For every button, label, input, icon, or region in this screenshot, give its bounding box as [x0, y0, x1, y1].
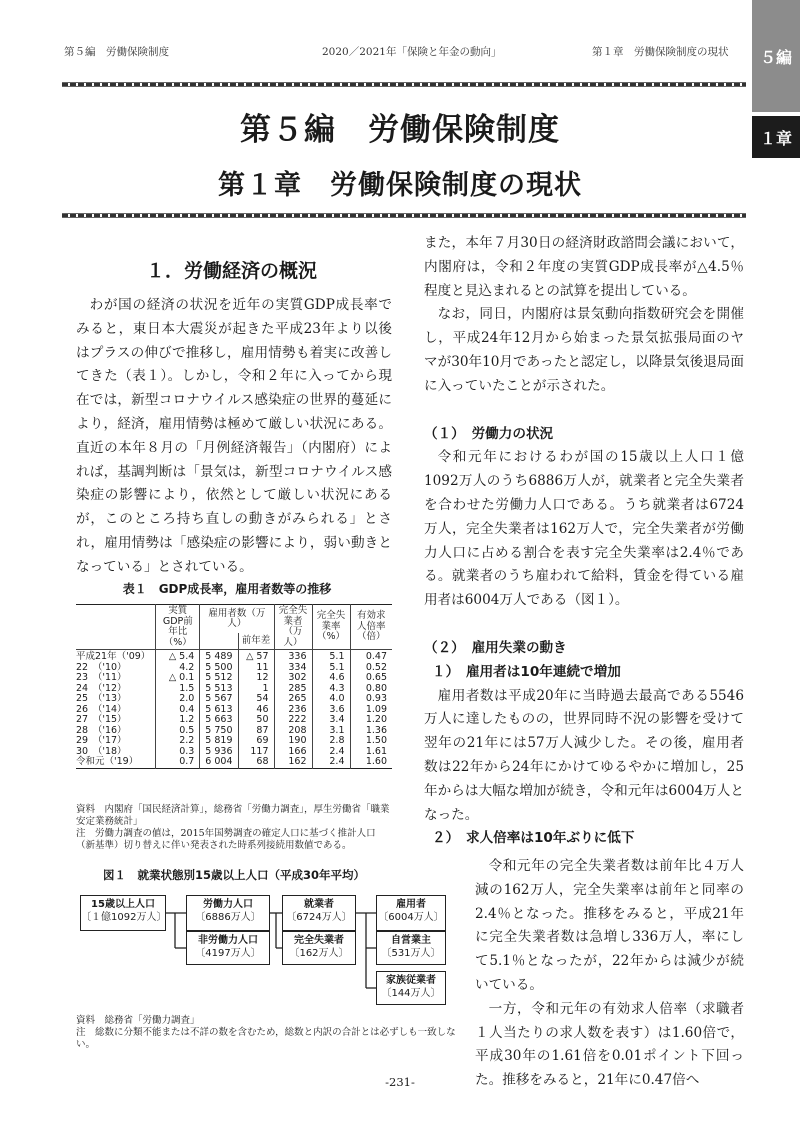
cell-year: 24 （'12）	[76, 682, 127, 694]
cell-year: 27 （'15）	[76, 714, 127, 725]
running-header-right: 第１章 労働保険制度の現状	[592, 46, 729, 58]
cell-gdp: 1.2	[156, 715, 200, 726]
cell-diff: 54	[238, 694, 274, 705]
subsection-heading: （２） 雇用失業の動き	[424, 639, 567, 656]
employee-value: 〔6004万人〕	[378, 911, 444, 923]
cell-rate: 3.1	[312, 726, 350, 737]
cell-unemp: 222	[274, 715, 312, 726]
running-header-left: 第５編 労働保険制度	[64, 46, 169, 58]
cell-emp: 5 613	[200, 705, 238, 716]
cell-unemp: 166	[274, 747, 312, 758]
cell-rate: 2.4	[312, 747, 350, 758]
cell-jobs: 0.52	[350, 663, 392, 674]
cell-gdp: △ 5.4	[156, 650, 200, 663]
cell-diff: 68	[238, 757, 274, 768]
job-ratio-header: 有効求人倍率（倍）	[350, 605, 392, 650]
cell-unemp: 302	[274, 673, 312, 684]
cell-unemp: 208	[274, 726, 312, 737]
chapter-title: 第１章 労働保険制度の現状	[218, 170, 582, 201]
non-labor-box	[186, 931, 270, 965]
employee-label: 雇用者	[396, 899, 426, 910]
figure-note: 注 総数に分類不能または不詳の数を含むため，総数と内訳の合計とは必ずしも一致しない。	[76, 1027, 456, 1050]
cell-diff: 117	[238, 747, 274, 758]
employee-header: 雇用者数（万人）	[200, 605, 274, 634]
cell-gdp: 0.4	[156, 705, 200, 716]
part-tab: ５編	[752, 0, 800, 112]
employee-box	[376, 895, 446, 931]
cell-emp: 5 936	[200, 747, 238, 758]
cell-diff: 1	[238, 684, 274, 695]
family-worker-value: 〔144万人〕	[381, 987, 441, 999]
cell-gdp: 0.3	[156, 747, 200, 758]
employed-label: 就業者	[304, 899, 334, 910]
cell-gdp: 2.0	[156, 694, 200, 705]
cell-emp: 5 750	[200, 726, 238, 737]
cell-gdp: 1.5	[156, 684, 200, 695]
cell-unemp: 265	[274, 694, 312, 705]
labor-force-label: 労働力人口	[203, 899, 253, 910]
cell-diff: 87	[238, 726, 274, 737]
table-source: 資料 内閣府「国民経済計算」，総務省「労働力調査」，厚生労働省「職業安定業務統計」	[76, 804, 390, 827]
paragraph: 雇用者数は平成20年に当時過去最高である5546万人に達したものの，世界同時不況の影響を受けて翌年の21年には57万人減少した。その後，雇用者数は22年から24年にかけてゆるやかに増加し，25年からは大幅な増加が続き，令和元年は6004万人となった。	[424, 687, 744, 823]
cell-gdp: 0.7	[156, 757, 200, 768]
employed-box	[282, 895, 356, 931]
figure-caption: 図１ 就業状態別15歳以上人口（平成30年平均）	[102, 868, 365, 882]
cell-emp: 5 567	[200, 694, 238, 705]
cell-diff: 46	[238, 705, 274, 716]
unemployment-rate-header: 完全失業率（%）	[312, 605, 350, 650]
cell-rate: 2.8	[312, 736, 350, 747]
cell-year: 23 （'11）	[76, 672, 127, 683]
self-employed-value: 〔531万人〕	[381, 947, 441, 959]
paragraph: また，本年７月30日の経済財政諮問会議において，内閣府は，令和２年度の実質GDP成長率が△4.5％程度と見込まれるとの試算を提出している。	[424, 235, 744, 299]
cell-year: 25 （'13）	[76, 693, 127, 704]
cell-emp: 5 512	[200, 673, 238, 684]
cell-unemp: 162	[274, 757, 312, 768]
cell-jobs: 1.20	[350, 715, 392, 726]
pop15-value: 〔１億1092万人〕	[81, 911, 167, 923]
unemployed-label: 完全失業者	[294, 935, 344, 946]
cell-rate: 3.4	[312, 715, 350, 726]
non-labor-value: 〔4197万人〕	[195, 947, 261, 959]
cell-unemp: 334	[274, 663, 312, 674]
cell-gdp: 0.5	[156, 726, 200, 737]
unemployed-value: 〔162万人〕	[289, 947, 349, 959]
cell-jobs: 0.80	[350, 684, 392, 695]
cell-jobs: 1.60	[350, 757, 392, 768]
cell-diff: 12	[238, 673, 274, 684]
unemployed-header: 完全失業者（万人）	[274, 605, 312, 650]
self-employed-box	[376, 931, 446, 965]
figure-source: 資料 総務省「労働力調査」	[76, 1015, 200, 1026]
family-worker-label: 家族従業者	[386, 975, 436, 986]
pop15-box	[80, 895, 166, 931]
non-labor-label: 非労働力人口	[198, 935, 258, 946]
cell-emp: 6 004	[200, 757, 238, 768]
paragraph: なお，同日，内閣府は景気動向指数研究会を開催し，平成24年12月から始まった景気拡張局面のヤマが30年10月であったと認定し，以降景気後退局面に入っていたことが示された。	[424, 306, 744, 394]
cell-year: 令和元（'19）	[76, 756, 139, 767]
cell-jobs: 1.61	[350, 747, 392, 758]
paragraph: 令和元年におけるわが国の15歳以上人口１億1092万人のうち6886万人が，就業者と完全失業者を合わせた労働力人口である。うち就業者は6724万人，完全失業者は162万人で，完全失業者が労働力人口に占める割合を表す完全失業率は2.4％である。就業者のうち雇われて給料，賃金を得ている雇用者は6004万人である（図１）。	[424, 449, 744, 609]
cell-year: 22 （'10）	[76, 661, 127, 673]
diff-header: 前年差	[238, 633, 274, 649]
gdp-header: 実質GDP前年比（%）	[156, 605, 200, 650]
cell-year: 28 （'16）	[76, 724, 127, 736]
table-caption: 表１ GDP成長率，雇用者数等の推移	[122, 582, 332, 596]
cell-gdp: △ 0.1	[156, 673, 200, 684]
cell-gdp: 2.2	[156, 736, 200, 747]
cell-diff: △ 57	[238, 650, 274, 663]
cell-gdp: 4.2	[156, 663, 200, 674]
section-title: １．労働経済の概況	[146, 260, 318, 282]
right-column-top	[424, 232, 744, 851]
right-column-bottom	[475, 855, 744, 1093]
cell-year: 26 （'14）	[76, 703, 127, 715]
chapter-tab: １章	[752, 116, 800, 158]
labor-force-value: 〔6886万人〕	[195, 911, 261, 923]
subsection-heading: （１） 労働力の状況	[424, 425, 554, 442]
sub-subsection-heading: １） 雇用者は10年連続で増加	[432, 663, 621, 680]
self-employed-label: 自営業主	[391, 935, 431, 946]
cell-emp: 5 513	[200, 684, 238, 695]
employed-value: 〔6724万人〕	[286, 911, 352, 923]
cell-jobs: 1.09	[350, 705, 392, 716]
cell-rate: 3.6	[312, 705, 350, 716]
figure-notes	[76, 1015, 456, 1051]
cell-rate: 4.3	[312, 684, 350, 695]
cell-rate: 4.6	[312, 673, 350, 684]
cell-unemp: 336	[274, 650, 312, 663]
cell-rate: 4.0	[312, 694, 350, 705]
unemployed-box	[282, 931, 356, 965]
cell-jobs: 0.47	[350, 650, 392, 663]
cell-year: 平成21年（'09）	[76, 651, 151, 662]
paragraph: 一方，令和元年の有効求人倍率（求職者１人当たりの求人数を表す）は1.60倍で，平成30年の1.61倍を0.01ポイント下回った。推移をみると，21年に0.47倍へ	[475, 1000, 744, 1089]
table-note: 注 労働力調査の値は，2015年国勢調査の確定人口に基づく推計人口（新基準）切り替えに伴い発表された時系列接続用数値である。	[76, 828, 376, 851]
labor-force-box	[186, 895, 270, 931]
cell-jobs: 1.50	[350, 736, 392, 747]
cell-rate: 5.1	[312, 663, 350, 674]
cell-unemp: 285	[274, 684, 312, 695]
pop15-label: 15歳以上人口	[91, 899, 155, 910]
running-header-center: 2020／2021年「保険と年金の動向」	[322, 46, 502, 58]
page-number: -231-	[385, 1075, 415, 1089]
part-title: 第５編 労働保険制度	[240, 112, 560, 148]
sub-subsection-heading: ２） 求人倍率は10年ぶりに低下	[432, 830, 635, 847]
cell-jobs: 0.65	[350, 673, 392, 684]
cell-jobs: 1.36	[350, 726, 392, 737]
cell-emp: 5 663	[200, 715, 238, 726]
cell-emp: 5 819	[200, 736, 238, 747]
paragraph: わが国の経済の状況を近年の実質GDP成長率でみると，東日本大震災が起きた平成23年より以後はプラスの伸びで推移し，雇用情勢も着実に改善してきた（表１）。しかし，令和２年に入ってから現在では，新型コロナウイルス感染症の世界的蔓延により，経済，雇用情勢は極めて厳しい状況にある。直近の本年８月の「月例経済報告」（内閣府）によれば，基調判断は「景気は，新型コロナウイルス感染症の影響により，依然として厳しい状況にあるが，このところ持ち直しの動きがみられる」とされ，雇用情勢は「感染症の影響により，弱い動きとなっている」とされている。	[76, 297, 392, 575]
cell-jobs: 0.93	[350, 694, 392, 705]
cell-year: 30 （'18）	[76, 745, 127, 757]
cell-rate: 5.1	[312, 650, 350, 663]
family-worker-box	[376, 971, 446, 1005]
cell-diff: 11	[238, 663, 274, 674]
cell-unemp: 236	[274, 705, 312, 716]
paragraph: 令和元年の完全失業者数は前年比４万人減の162万人，完全失業率は前年と同率の2.4％となった。推移をみると，平成21年に完全失業者数は急増し336万人，率にして5.1％となったが，22年からは減少が続いている。	[475, 858, 744, 993]
cell-year: 29 （'17）	[76, 735, 127, 746]
cell-emp: 5 489	[200, 650, 238, 663]
cell-unemp: 190	[274, 736, 312, 747]
cell-diff: 50	[238, 715, 274, 726]
cell-diff: 69	[238, 736, 274, 747]
cell-emp: 5 500	[200, 663, 238, 674]
cell-rate: 2.4	[312, 757, 350, 768]
